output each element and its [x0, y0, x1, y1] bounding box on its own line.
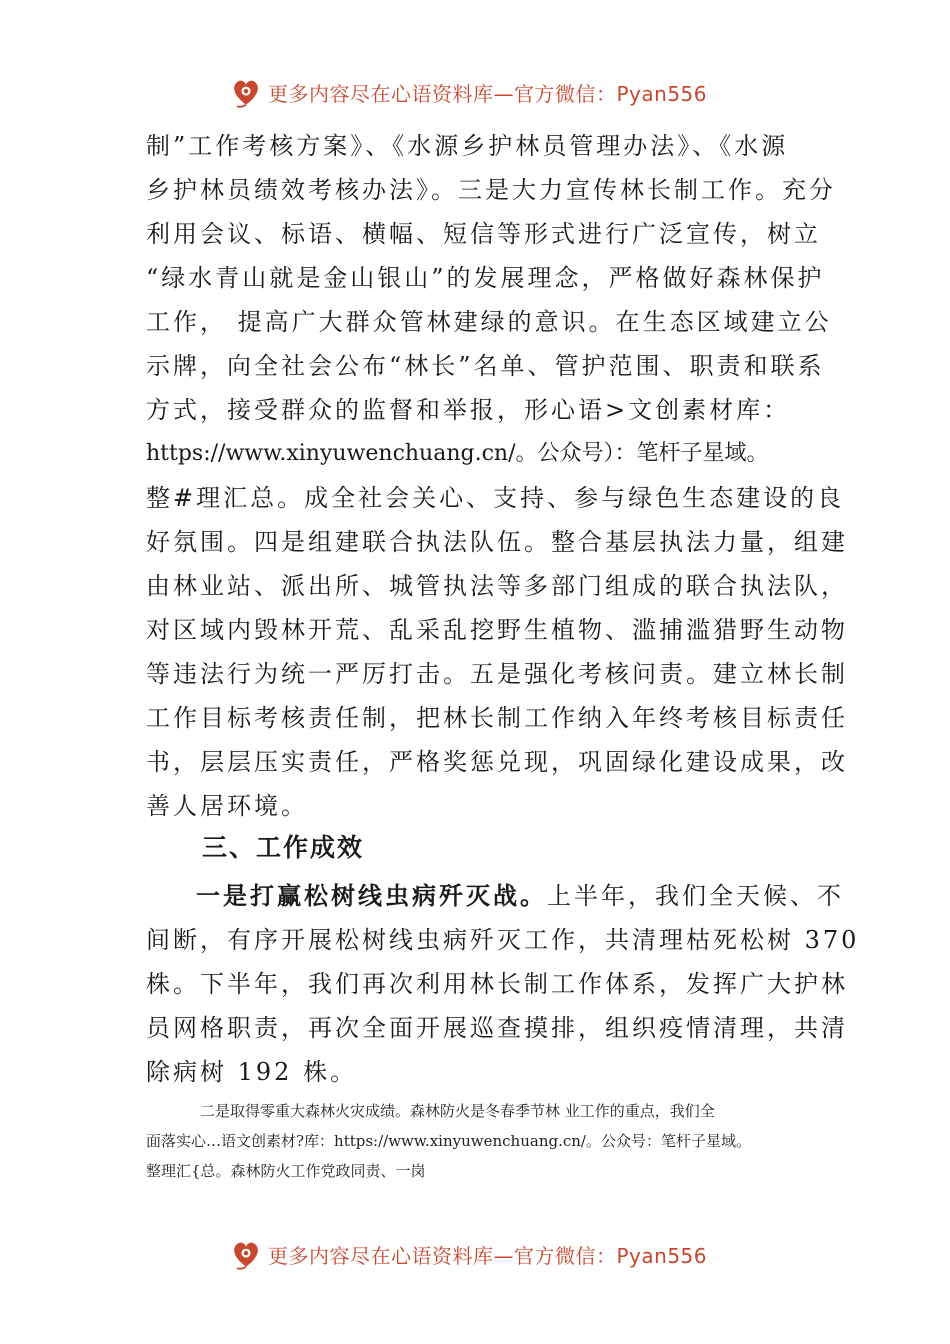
paragraph-line: 乡护林员绩效考核办法》。三是大力宣传林长制工作。充分 [146, 176, 836, 204]
paragraph-line: 书，层层压实责任，严格奖惩兑现，巩固绿化建设成果，改 [146, 748, 848, 776]
paragraph-line: 方式，接受群众的监督和举报，形心语>文创素材库： [146, 396, 791, 424]
paragraph-line: 由林业站、派出所、城管执法等多部门组成的联合执法队， [146, 572, 848, 600]
paragraph-line: 间断，有序开展松树线虫病歼灭工作，共清理枯死松树 370 [146, 926, 860, 954]
paragraph-line: 等违法行为统一严厉打击。五是强化考核问责。建立林长制 [146, 660, 848, 688]
lead-rest-text: 上半年，我们全天候、不 [547, 882, 844, 910]
section-heading: 三、工作成效 [202, 833, 365, 862]
small-paragraph-line: 整理汇{总。森林防火工作党政同责、一岗 [146, 1162, 426, 1180]
paragraph-line: 工作， 提高广大群众管林建绿的意识。在生态区域建立公 [146, 308, 832, 336]
paragraph-first-line [196, 874, 844, 918]
paragraph-line: 好氛围。四是组建联合执法队伍。整合基层执法力量，组建 [146, 528, 848, 556]
paragraph-line: 员网格职责，再次全面开展巡查摸排，组织疫情清理，共清 [146, 1014, 848, 1042]
small-paragraph-line: 面落实心…语文创素材?库：https://www.xinyuwenchuang.cn/。公众号：笔杆子星域。 [146, 1132, 751, 1150]
small-paragraph-line: 二是取得零重大森林火灾成绩。森林防火是冬春季节林 业工作的重点，我们全 [200, 1102, 715, 1120]
paragraph-line: 示牌，向全社会公布“林长”名单、管护范围、职责和联系 [146, 352, 825, 380]
paragraph-line: 制”工作考核方案》、《水源乡护林员管理办法》、《水源 [146, 132, 789, 160]
paragraph-line: 善人居环境。 [146, 792, 308, 820]
banner-text: 更多内容尽在心语资料库—官方微信：Pyan556 [268, 81, 708, 106]
paragraph-line: “绿水青山就是金山银山”的发展理念，严格做好森林保护 [146, 264, 825, 292]
header-banner [228, 70, 707, 114]
paragraph-line: 整#理汇总。成全社会关心、支持、参与绿色生态建设的良 [146, 484, 845, 512]
paragraph-line: 株。下半年，我们再次利用林长制工作体系，发挥广大护林 [146, 970, 848, 998]
paragraph-line: 利用会议、标语、横幅、短信等形式进行广泛宣传，树立 [146, 220, 821, 248]
heart-flower-logo-icon [228, 1236, 264, 1272]
heart-flower-logo-icon [228, 74, 264, 110]
bold-lead-text: 一是打赢松树线虫病歼灭战。 [196, 882, 547, 910]
footer-banner [228, 1232, 707, 1276]
banner-text: 更多内容尽在心语资料库—官方微信：Pyan556 [268, 1243, 708, 1268]
paragraph-line: 除病树 192 株。 [146, 1058, 358, 1086]
paragraph-line: 工作目标考核责任制，把林长制工作纳入年终考核目标责任 [146, 704, 848, 732]
paragraph-line-url: https://www.xinyuwenchuang.cn/。公众号）：笔杆子星域。 [146, 441, 769, 466]
paragraph-line: 对区域内毁林开荒、乱采乱挖野生植物、滥捕滥猎野生动物 [146, 616, 848, 644]
